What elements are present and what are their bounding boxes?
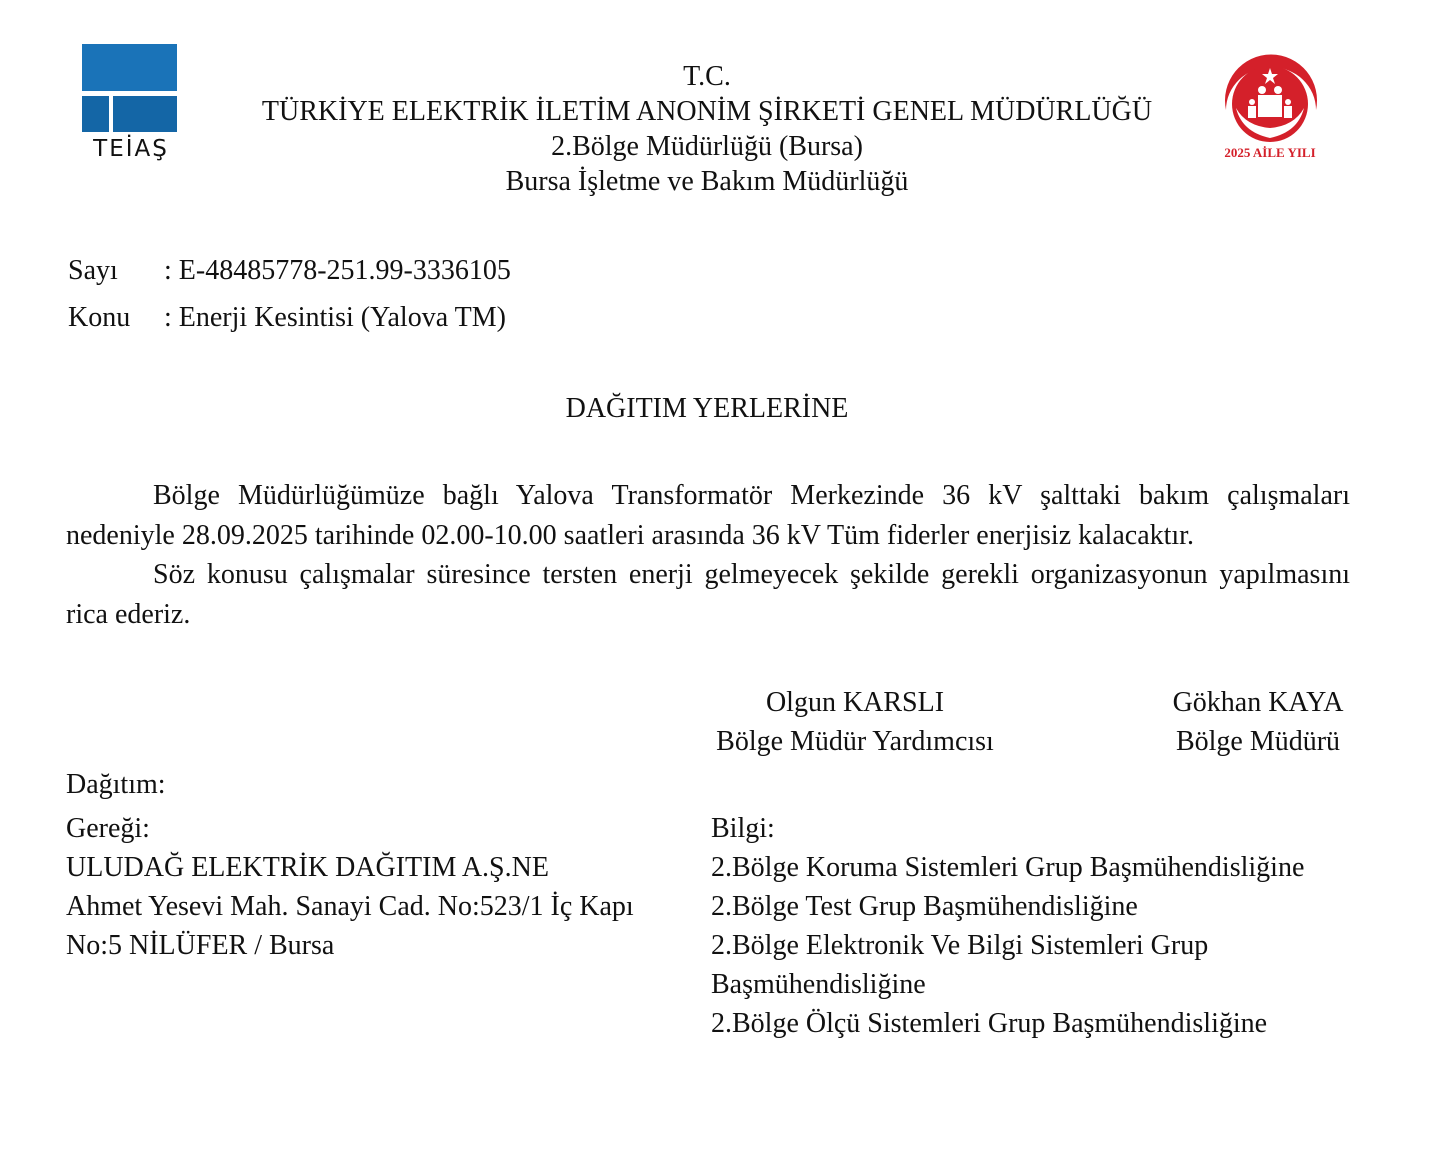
header-line-department: Bursa İşletme ve Bakım Müdürlüğü (505, 166, 909, 197)
sayi-label: Sayı (68, 255, 118, 286)
letterhead (0, 59, 1414, 199)
gereği-line: ULUDAĞ ELEKTRİK DAĞITIM A.Ş.NE (66, 852, 549, 883)
signatory-title: Bölge Müdür Yardımcısı (716, 726, 994, 757)
body-paragraph-1: Bölge Müdürlüğümüze bağlı Yalova Transformatör Merkezinde 36 kV şalttaki bakım çalışmaları nedeniyle 28.09.2025 tarihinde 02.00-10.00 saatleri arasında 36 kV Tüm fiderler enerjisiz kalacaktır. (66, 480, 1350, 551)
bilgi-label: Bilgi: (711, 813, 775, 844)
header-line-region: 2.Bölge Müdürlüğü (Bursa) (551, 131, 863, 162)
bilgi-line: 2.Bölge Koruma Sistemleri Grup Başmühendisliğine (711, 852, 1305, 883)
body-paragraph-2: Söz konusu çalışmalar süresince tersten enerji gelmeyecek şekilde gerekli organizasyonun yapılmasını rica ederiz. (66, 559, 1350, 630)
konu-label: Konu (68, 302, 131, 333)
gereği-line: No:5 NİLÜFER / Bursa (66, 930, 335, 961)
bilgi-line: 2.Bölge Test Grup Başmühendisliğine (711, 891, 1138, 922)
gereği-line: Ahmet Yesevi Mah. Sanayi Cad. No:523/1 İç Kapı (66, 891, 634, 922)
signatory-title: Bölge Müdürü (1175, 726, 1341, 757)
gereği-section (66, 809, 634, 965)
header-line-tc: T.C. (683, 61, 731, 92)
bilgi-line: Başmühendisliğine (711, 969, 926, 1000)
distribution-label: Dağıtım: (66, 769, 166, 800)
signature-block-1 (690, 683, 1020, 761)
bilgi-section (711, 809, 1304, 1043)
sayi-value: : E-48485778-251.99-3336105 (164, 255, 511, 286)
bilgi-line: 2.Bölge Ölçü Sistemleri Grup Başmühendisliğine (711, 1008, 1268, 1039)
signature-block-2 (1140, 683, 1376, 761)
konu-value: : Enerji Kesintisi (Yalova TM) (164, 302, 506, 333)
gereği-label: Gereği: (66, 813, 150, 844)
letter-body (66, 476, 1350, 634)
addressee-title: DAĞITIM YERLERİNE (565, 393, 849, 424)
logo-caption: 2025 AİLE YILI (1224, 145, 1316, 160)
header-line-company: TÜRKİYE ELEKTRİK İLETİM ANONİM ŞİRKETİ GENEL MÜDÜRLÜĞÜ (261, 96, 1153, 127)
signatory-name: Gökhan KAYA (1172, 687, 1344, 718)
signatory-name: Olgun KARSLI (765, 687, 945, 718)
logo-wordmark: TEİAŞ (93, 136, 169, 162)
bilgi-line: 2.Bölge Elektronik Ve Bilgi Sistemleri Grup (711, 930, 1209, 961)
